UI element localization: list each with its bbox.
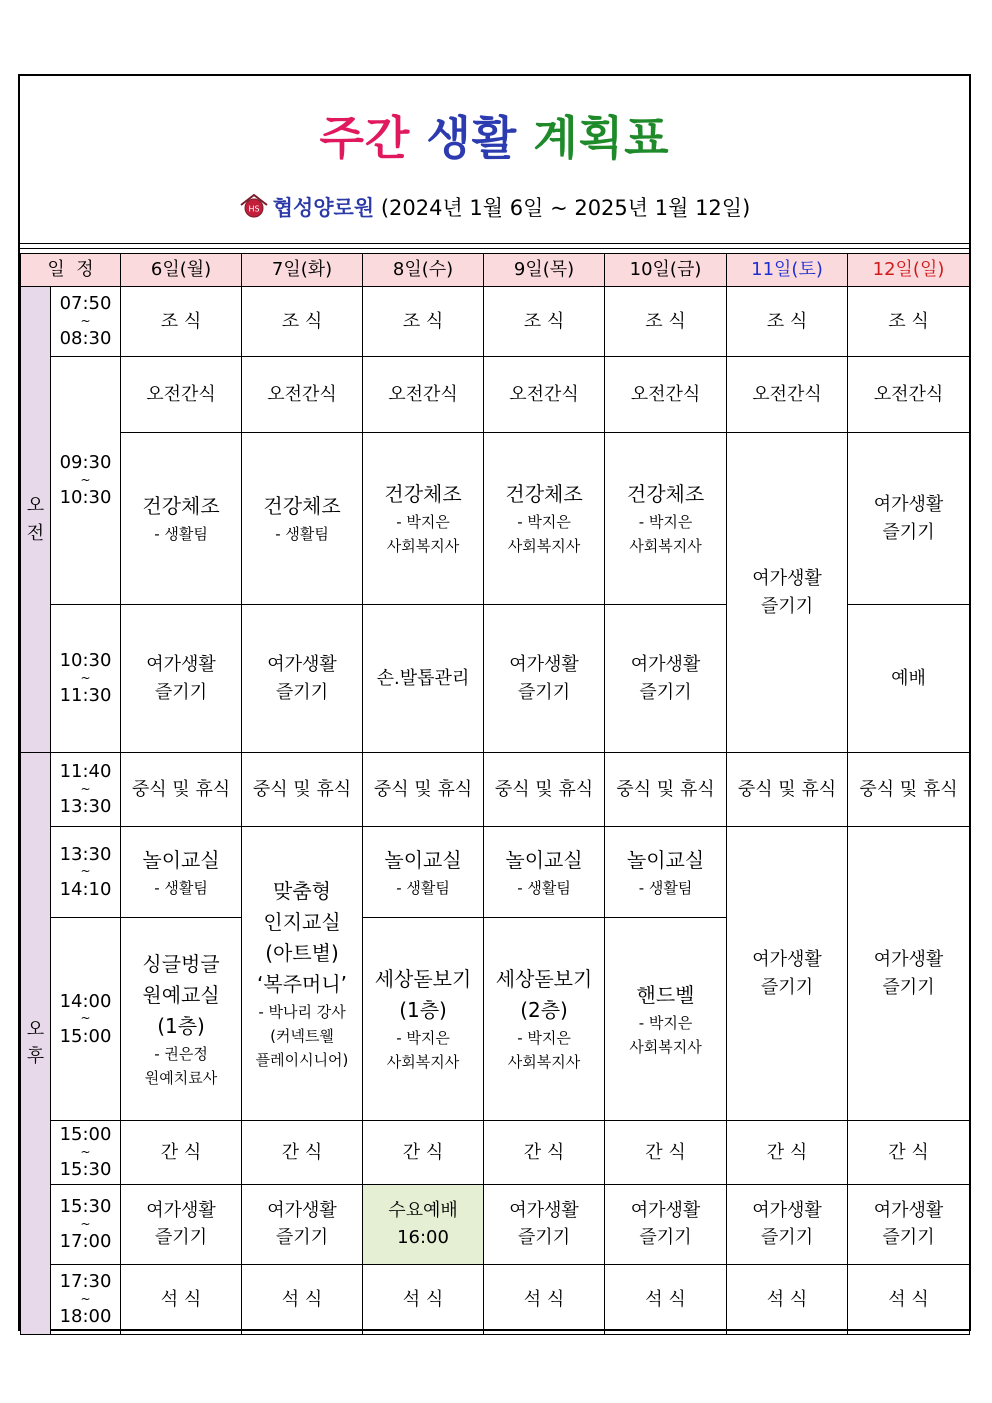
activity-cell: 중식 및 휴식 [848, 753, 970, 827]
time-cell: 10:30 ~ 11:30 [51, 605, 121, 753]
day-header-fri: 10일(금) [605, 254, 727, 287]
activity-cell: 중식 및 휴식 [727, 753, 848, 827]
schedule-table [20, 253, 970, 1335]
day-header-wed: 8일(수) [363, 254, 484, 287]
org-logo-icon [239, 193, 269, 224]
activity-cell: 간 식 [605, 1121, 727, 1185]
header-row [21, 254, 970, 287]
activity-cell: 여가생활 즐기기 [727, 433, 848, 753]
activity-cell: 조 식 [121, 287, 242, 357]
row-exercise [21, 433, 970, 605]
activity-cell: 싱글벙글 원예교실 (1층) - 권은정 원예치료사 [121, 918, 242, 1121]
activity-cell: 세상돋보기 (1층) - 박지은 사회복지사 [363, 918, 484, 1121]
activity-cell: 여가생활 즐기기 [121, 605, 242, 753]
row-play [21, 827, 970, 918]
time-cell: 15:00 ~ 15:30 [51, 1121, 121, 1185]
schedule-sheet [18, 74, 971, 1331]
time-cell: 15:30 ~ 17:00 [51, 1184, 121, 1264]
activity-cell: 건강체조 - 박지은 사회복지사 [363, 433, 484, 605]
activity-cell: 오전간식 [363, 357, 484, 433]
row-dinner [21, 1264, 970, 1334]
activity-cell: 예배 [848, 605, 970, 753]
activity-cell: 간 식 [848, 1121, 970, 1185]
schedule-label: 일 정 [21, 254, 121, 287]
activity-cell: 오전간식 [605, 357, 727, 433]
time-cell: 09:30 ~ 10:30 [51, 357, 121, 605]
time-cell: 07:50 ~ 08:30 [51, 287, 121, 357]
day-header-sat: 11일(토) [727, 254, 848, 287]
activity-cell: 중식 및 휴식 [363, 753, 484, 827]
activity-cell: 건강체조 - 박지은 사회복지사 [484, 433, 605, 605]
activity-cell: 석 식 [605, 1264, 727, 1334]
time-cell: 17:30 ~ 18:00 [51, 1264, 121, 1334]
activity-cell: 석 식 [121, 1264, 242, 1334]
activity-cell-wed-worship: 수요예배 16:00 [363, 1184, 484, 1264]
activity-cell: 세상돋보기 (2층) - 박지은 사회복지사 [484, 918, 605, 1121]
activity-cell: 여가생활 즐기기 [605, 605, 727, 753]
period-am: 오 전 [21, 287, 51, 753]
activity-cell: 여가생활 즐기기 [848, 433, 970, 605]
activity-cell: 간 식 [121, 1121, 242, 1185]
activity-cell: 맞춤형 인지교실 (아트볕) ‘복주머니’ - 박나리 강사 (커넥트웰 플레이시니어) [242, 827, 363, 1121]
svg-text:HS: HS [248, 204, 260, 214]
activity-cell: 석 식 [363, 1264, 484, 1334]
activity-cell: 여가생활 즐기기 [727, 827, 848, 1121]
activity-cell: 오전간식 [121, 357, 242, 433]
activity-cell: 조 식 [242, 287, 363, 357]
title-word-plan: 계획표 [533, 111, 670, 165]
activity-cell: 간 식 [363, 1121, 484, 1185]
activity-cell: 조 식 [363, 287, 484, 357]
activity-cell: 석 식 [848, 1264, 970, 1334]
row-breakfast [21, 287, 970, 357]
activity-cell: 석 식 [727, 1264, 848, 1334]
activity-cell: 건강체조 - 박지은 사회복지사 [605, 433, 727, 605]
activity-cell: 조 식 [605, 287, 727, 357]
activity-cell: 조 식 [484, 287, 605, 357]
activity-cell: 여가생활 즐기기 [848, 827, 970, 1121]
time-cell: 13:30 ~ 14:10 [51, 827, 121, 918]
activity-cell: 중식 및 휴식 [242, 753, 363, 827]
header-section [20, 76, 969, 244]
row-morning-snack [21, 357, 970, 433]
activity-cell: 건강체조 - 생활팀 [121, 433, 242, 605]
activity-cell: 놀이교실 - 생활팀 [121, 827, 242, 918]
activity-cell: 놀이교실 - 생활팀 [363, 827, 484, 918]
activity-cell: 여가생활 즐기기 [242, 1184, 363, 1264]
row-late-afternoon [21, 1184, 970, 1264]
activity-cell: 놀이교실 - 생활팀 [605, 827, 727, 918]
activity-cell: 간 식 [242, 1121, 363, 1185]
activity-cell: 여가생활 즐기기 [484, 1184, 605, 1264]
row-lunch [21, 753, 970, 827]
activity-cell: 오전간식 [242, 357, 363, 433]
activity-cell: 놀이교실 - 생활팀 [484, 827, 605, 918]
day-header-thu: 9일(목) [484, 254, 605, 287]
activity-cell: 건강체조 - 생활팀 [242, 433, 363, 605]
title-word-weekly: 주간 [319, 111, 411, 165]
day-header-mon: 6일(월) [121, 254, 242, 287]
org-name: 협성양로원 [272, 196, 375, 220]
page-title [20, 102, 969, 168]
time-cell: 11:40 ~ 13:30 [51, 753, 121, 827]
activity-cell: 오전간식 [848, 357, 970, 433]
time-cell: 14:00 ~ 15:00 [51, 918, 121, 1121]
activity-cell: 여가생활 즐기기 [605, 1184, 727, 1264]
activity-cell: 오전간식 [484, 357, 605, 433]
period-pm: 오 후 [21, 753, 51, 1335]
day-header-sun: 12일(일) [848, 254, 970, 287]
activity-cell: 여가생활 즐기기 [848, 1184, 970, 1264]
activity-cell: 중식 및 휴식 [121, 753, 242, 827]
activity-cell: 석 식 [484, 1264, 605, 1334]
activity-cell: 중식 및 휴식 [605, 753, 727, 827]
title-word-life: 생활 [426, 111, 518, 165]
subtitle [20, 192, 969, 224]
activity-cell: 조 식 [727, 287, 848, 357]
activity-cell: 간 식 [484, 1121, 605, 1185]
activity-cell: 핸드벨 - 박지은 사회복지사 [605, 918, 727, 1121]
date-range: (2024년 1월 6일 ~ 2025년 1월 12일) [380, 196, 751, 220]
activity-cell: 여가생활 즐기기 [727, 1184, 848, 1264]
header-divider [20, 248, 969, 249]
activity-cell: 손.발톱관리 [363, 605, 484, 753]
activity-cell: 조 식 [848, 287, 970, 357]
activity-cell: 중식 및 휴식 [484, 753, 605, 827]
activity-cell: 간 식 [727, 1121, 848, 1185]
row-snack [21, 1121, 970, 1185]
activity-cell: 여가생활 즐기기 [121, 1184, 242, 1264]
activity-cell: 여가생활 즐기기 [242, 605, 363, 753]
day-header-tue: 7일(화) [242, 254, 363, 287]
activity-cell: 석 식 [242, 1264, 363, 1334]
activity-cell: 오전간식 [727, 357, 848, 433]
activity-cell: 여가생활 즐기기 [484, 605, 605, 753]
